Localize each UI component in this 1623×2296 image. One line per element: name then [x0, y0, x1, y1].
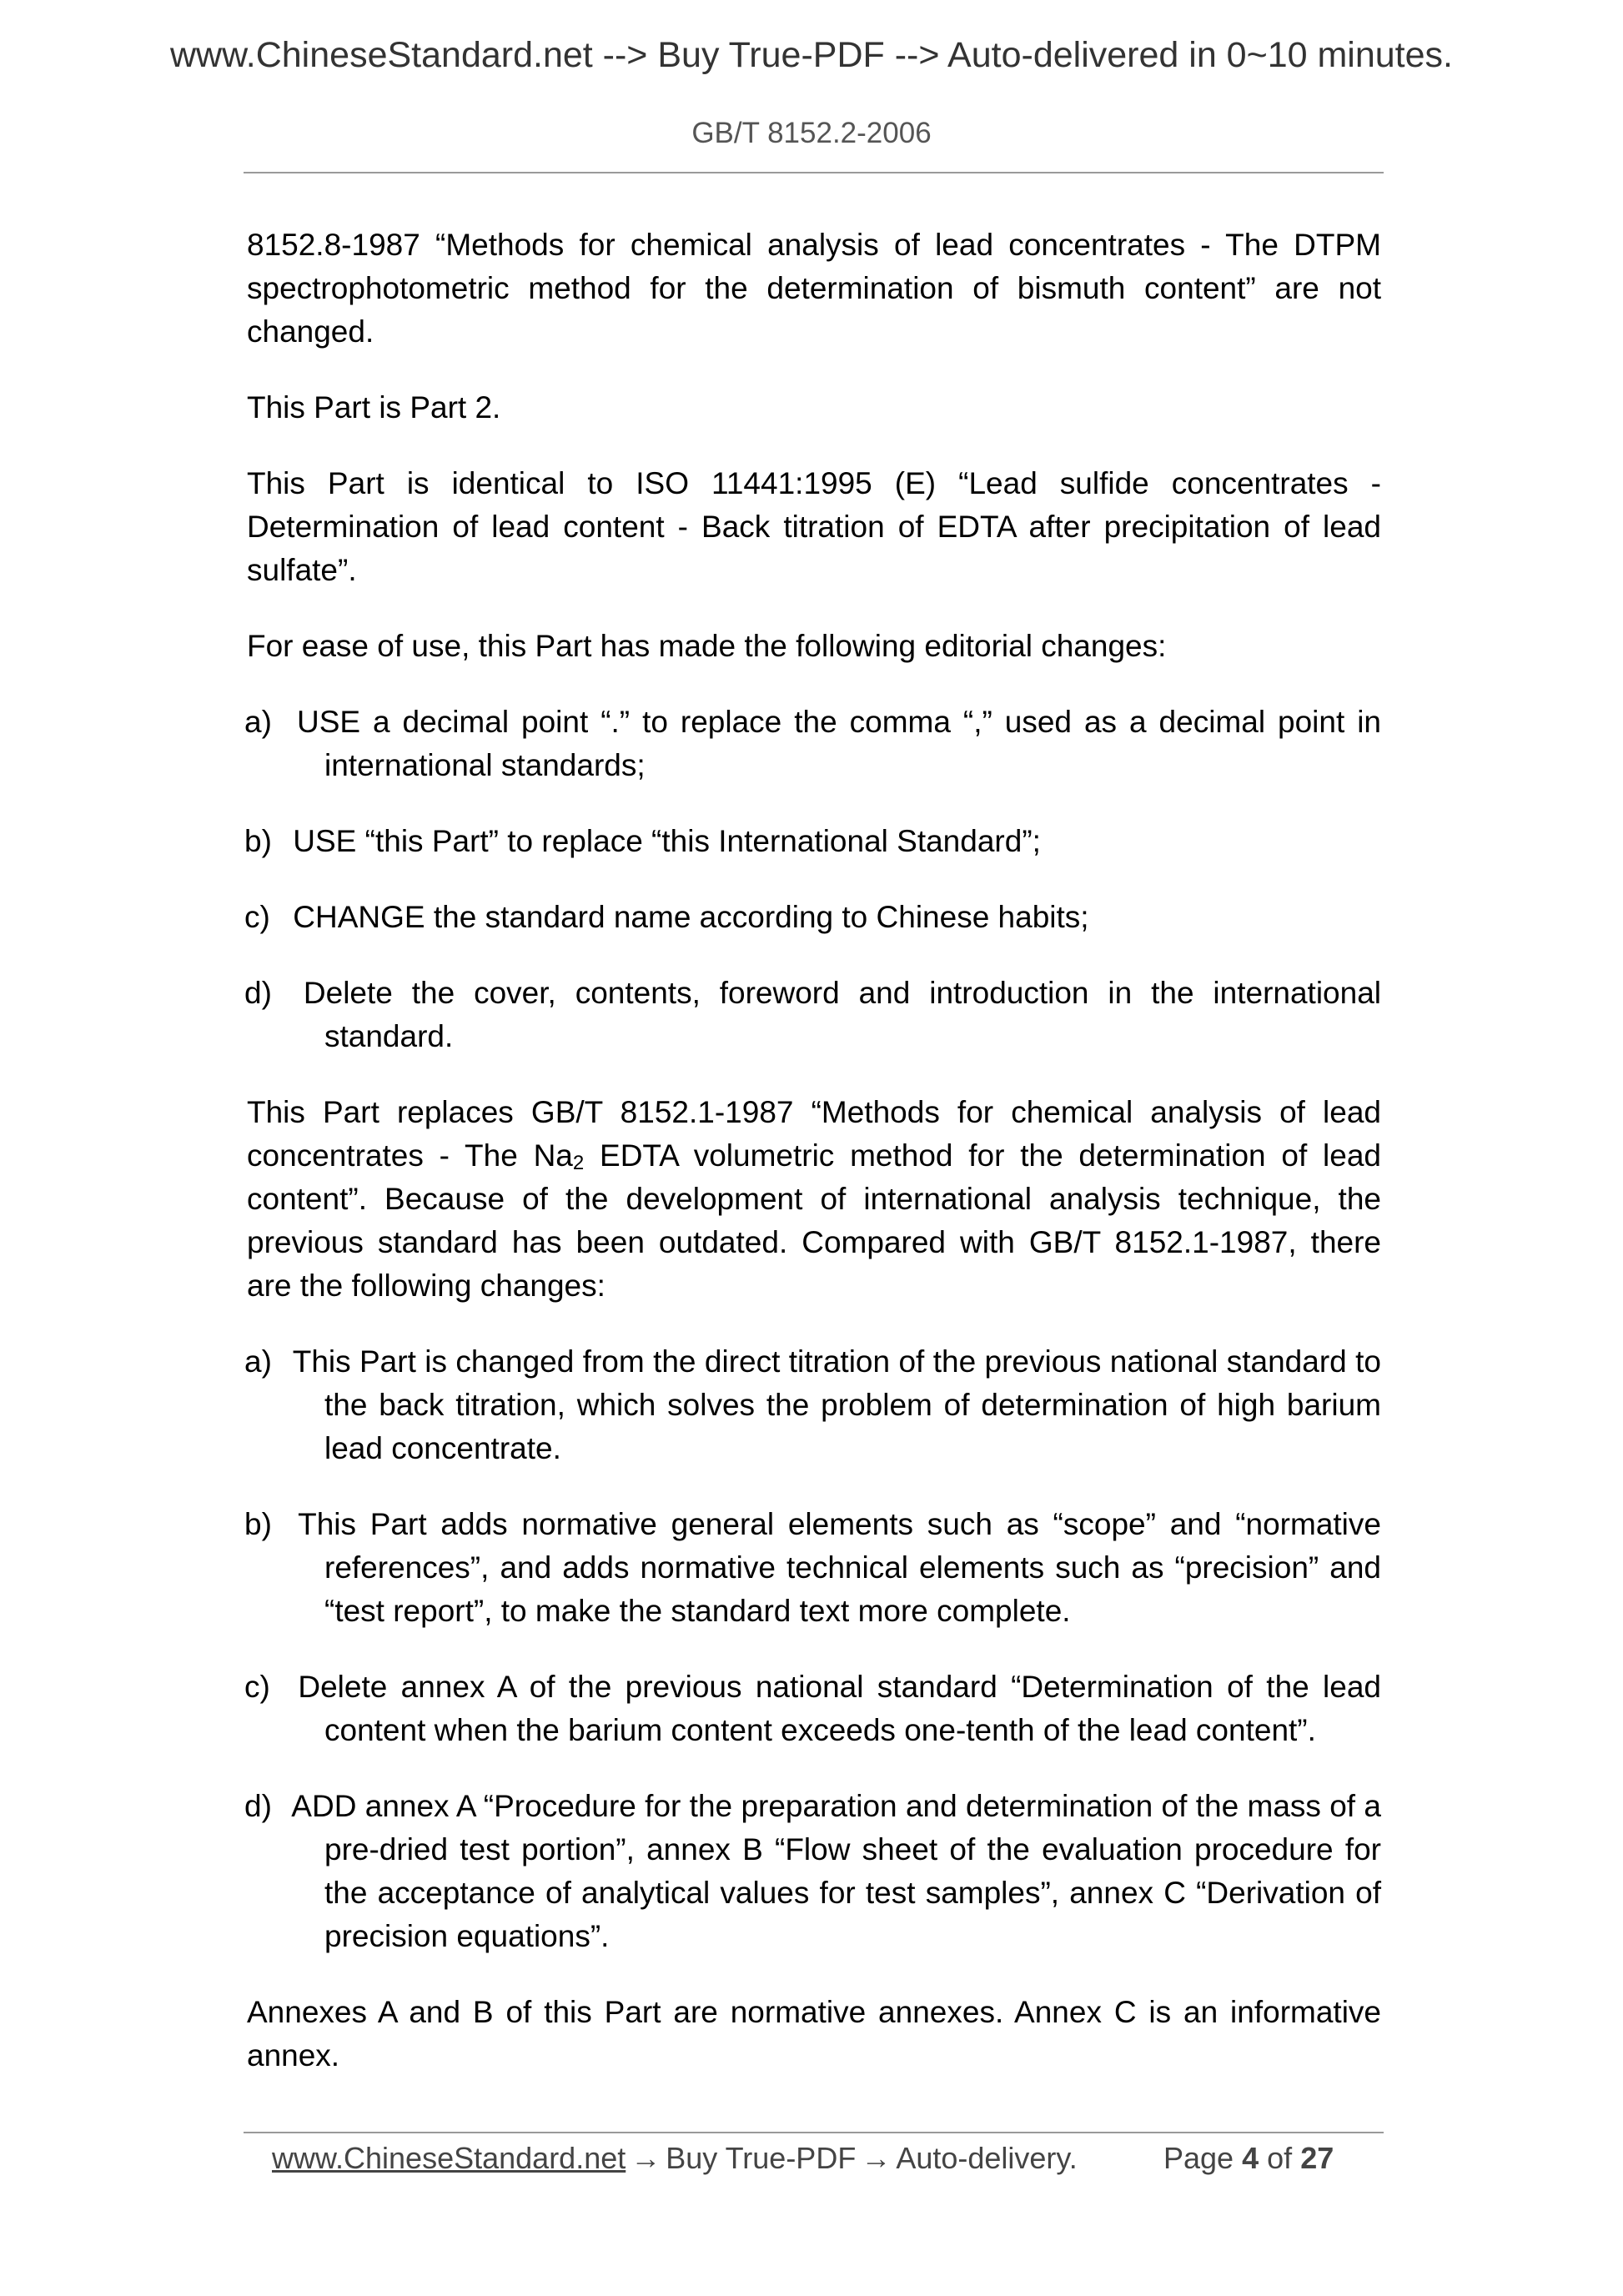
footer-buy-text: Buy True-PDF [666, 2141, 857, 2175]
page-current: 4 [1242, 2141, 1259, 2175]
top-banner: www.ChineseStandard.net --> Buy True-PDF --> Auto-delivered in 0~10 minutes. [169, 35, 1453, 75]
paragraph: This Part is identical to ISO 11441:1995 (E) “Lead sulfide concentrates - Determination of lead content - Back titration of EDTA after precipitation of lead sulfate”. [247, 466, 1381, 587]
subscript: 2 [572, 1152, 585, 1174]
page-label: Page [1163, 2141, 1234, 2175]
list-item: c) CHANGE the standard name according to Chinese habits; [244, 900, 1089, 934]
list-text: Delete the cover, contents, foreword and introduction in the international standard. [303, 976, 1382, 1053]
list-item: b) This Part adds normative general elements such as “scope” and “normative references”, and adds normative technical elements such as “precision” and “test report”, to make the standard text more complete. [244, 1507, 1381, 1628]
document-body [244, 224, 1382, 2110]
list-text: Delete annex A of the previous national standard “Determination of the lead content when the barium content exceeds one-tenth of the lead content”. [298, 1670, 1382, 1747]
paragraph-text: This Part replaces GB/T 8152.1-1987 “Methods for chemical analysis of lead concentrates - The Na [247, 1095, 1381, 1173]
list-item: a) USE a decimal point “.” to replace the comma “,” used as a decimal point in international standards; [244, 705, 1382, 782]
paragraph-text: EDTA volumetric method for the determination of lead content”. Because of the development of international analysis technique, the previous standard has been outdated. Compared with GB/T 8152.1-1987, there are the following changes: [247, 1138, 1381, 1303]
page-of: of [1267, 2141, 1293, 2175]
list-text: CHANGE the standard name according to Chinese habits; [293, 900, 1089, 934]
paragraph: For ease of use, this Part has made the following editorial changes: [247, 629, 1167, 663]
standard-code-header: GB/T 8152.2-2006 [691, 117, 932, 149]
list-item: c) Delete annex A of the previous national standard “Determination of the lead content when the barium content exceeds one-tenth of the lead content”. [244, 1670, 1382, 1747]
list-text: This Part adds normative general elements such as “scope” and “normative references”, and adds normative technical elements such as “precision” and “test report”, to make the standard text more complete. [298, 1507, 1381, 1628]
list-item: a) This Part is changed from the direct titration of the previous national standard to the back titration, which solves the problem of determination of high barium lead concentrate. [244, 1344, 1381, 1465]
footer-divider [244, 2132, 1384, 2133]
page-number [1163, 2141, 1334, 2176]
list-text: USE “this Part” to replace “this International Standard”; [293, 824, 1041, 858]
list-text: USE a decimal point “.” to replace the comma “,” used as a decimal point in international standards; [296, 705, 1382, 782]
paragraph [247, 1091, 1381, 1308]
page-footer [272, 2141, 1356, 2176]
list-item: b) USE “this Part” to replace “this International Standard”; [244, 824, 1041, 858]
paragraph: This Part is Part 2. [247, 390, 501, 425]
list-item: d) Delete the cover, contents, foreword and introduction in the international standard. [244, 976, 1382, 1053]
page-total: 27 [1300, 2141, 1334, 2175]
header-divider [244, 172, 1384, 173]
footer-delivery-text: Auto-delivery. [896, 2141, 1078, 2175]
paragraph: Annexes A and B of this Part are normative annexes. Annex C is an informative annex. [247, 1995, 1381, 2072]
list-text: ADD annex A “Procedure for the preparation and determination of the mass of a pre-dried test portion”, annex B “Flow sheet of the evaluation procedure for the acceptance of analytical values for test samples”, annex C “Derivation of precision equations”. [291, 1789, 1381, 1953]
arrow-right-icon: → [631, 2141, 661, 2175]
list-item: d) ADD annex A “Procedure for the preparation and determination of the mass of a pre-dried test portion”, annex B “Flow sheet of the evaluation procedure for the acceptance of analytical values for test samples”, annex C “Derivation of precision equations”. [244, 1789, 1381, 1953]
arrow-right-icon: → [861, 2141, 892, 2175]
paragraph: 8152.8-1987 “Methods for chemical analysis of lead concentrates - The DTPM spectrophotometric method for the determination of bismuth content” are not changed. [247, 228, 1381, 349]
footer-site-link[interactable]: www.ChineseStandard.net [272, 2141, 626, 2175]
list-text: This Part is changed from the direct titration of the previous national standard to the back titration, which solves the problem of determination of high barium lead concentrate. [292, 1344, 1381, 1465]
